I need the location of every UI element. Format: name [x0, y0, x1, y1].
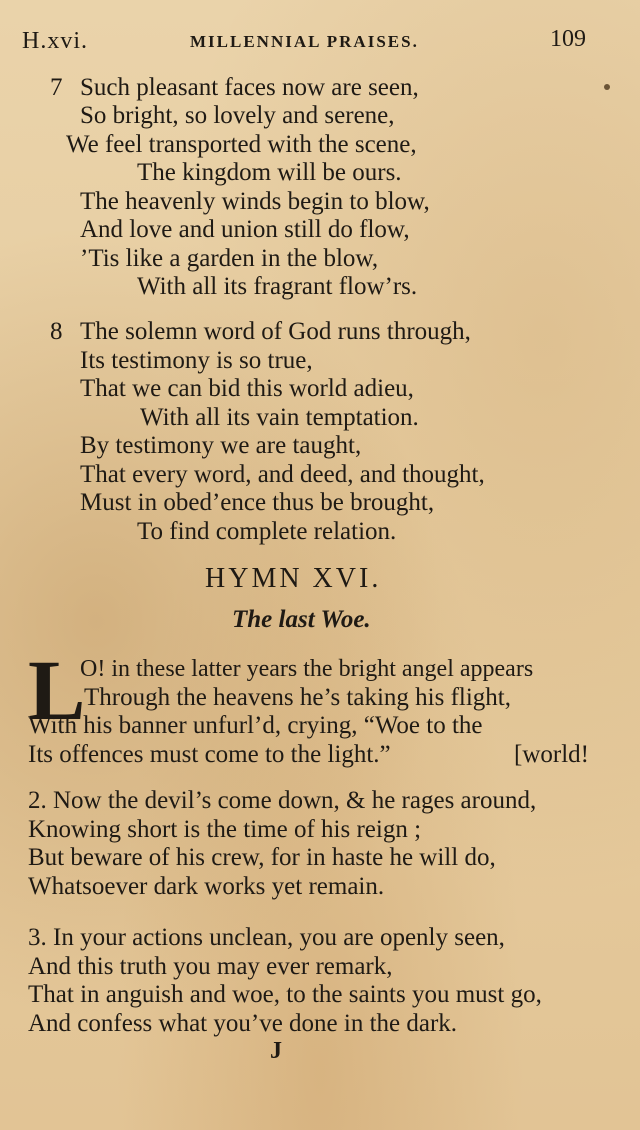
- verse-line: 2. Now the devil’s come down, & he rages around,: [28, 787, 537, 814]
- verse-line: But beware of his crew, for in haste he will do,: [28, 844, 496, 871]
- verse-line: With all its vain temptation.: [140, 404, 419, 431]
- verse-line: The heavenly winds begin to blow,: [80, 188, 430, 215]
- verse-line: That every word, and deed, and thought,: [80, 461, 485, 488]
- verse-line: So bright, so lovely and serene,: [80, 102, 395, 129]
- verse-line: And this truth you may ever remark,: [28, 953, 393, 980]
- ink-spot: [604, 84, 610, 90]
- verse-line: Such pleasant faces now are seen,: [80, 74, 419, 101]
- verse-line: Its offences must come to the light.”: [28, 741, 391, 768]
- verse-line: Whatsoever dark works yet remain.: [28, 873, 385, 900]
- verse-line: And confess what you’ve done in the dark.: [28, 1010, 458, 1037]
- verse-number: 7: [50, 74, 63, 101]
- verse-line: The kingdom will be ours.: [137, 159, 402, 186]
- verse-number: 8: [50, 318, 63, 345]
- verse-line: By testimony we are taught,: [80, 432, 362, 459]
- verse-line: Knowing short is the time of his reign ;: [28, 816, 422, 843]
- verse-line: 3. In your actions unclean, you are openly seen,: [28, 924, 505, 951]
- verse-line: The solemn word of God runs through,: [80, 318, 471, 345]
- verse-line: Its testimony is so true,: [80, 347, 313, 374]
- verse-line: And love and union still do flow,: [80, 216, 410, 243]
- verse-line: Through the heavens he’s taking his flight,: [84, 684, 512, 711]
- verse-line: We feel transported with the scene,: [66, 131, 417, 158]
- verse-line: With all its fragrant flow’rs.: [137, 273, 418, 300]
- turnover-word: [world!: [514, 741, 589, 768]
- hymn-subtitle: The last Woe.: [232, 606, 371, 633]
- verse-line: To find complete relation.: [137, 518, 397, 545]
- hymn-title: HYMN XVI.: [205, 563, 382, 594]
- verse-line: Must in obed’ence thus be brought,: [80, 489, 435, 516]
- verse-line: That we can bid this world adieu,: [80, 375, 414, 402]
- section-marker: H.xvi.: [22, 28, 88, 54]
- page-number: 109: [550, 26, 586, 52]
- drop-cap: L: [28, 642, 86, 738]
- verse-line: ’Tis like a garden in the blow,: [80, 245, 379, 272]
- verse-line: O! in these latter years the bright angel appears: [80, 656, 534, 682]
- running-title: MILLENNIAL PRAISES.: [190, 32, 419, 51]
- verse-line: That in anguish and woe, to the saints you must go,: [28, 981, 542, 1008]
- signature-mark: J: [270, 1038, 282, 1064]
- verse-line: With his banner unfurl’d, crying, “Woe to the: [28, 712, 483, 739]
